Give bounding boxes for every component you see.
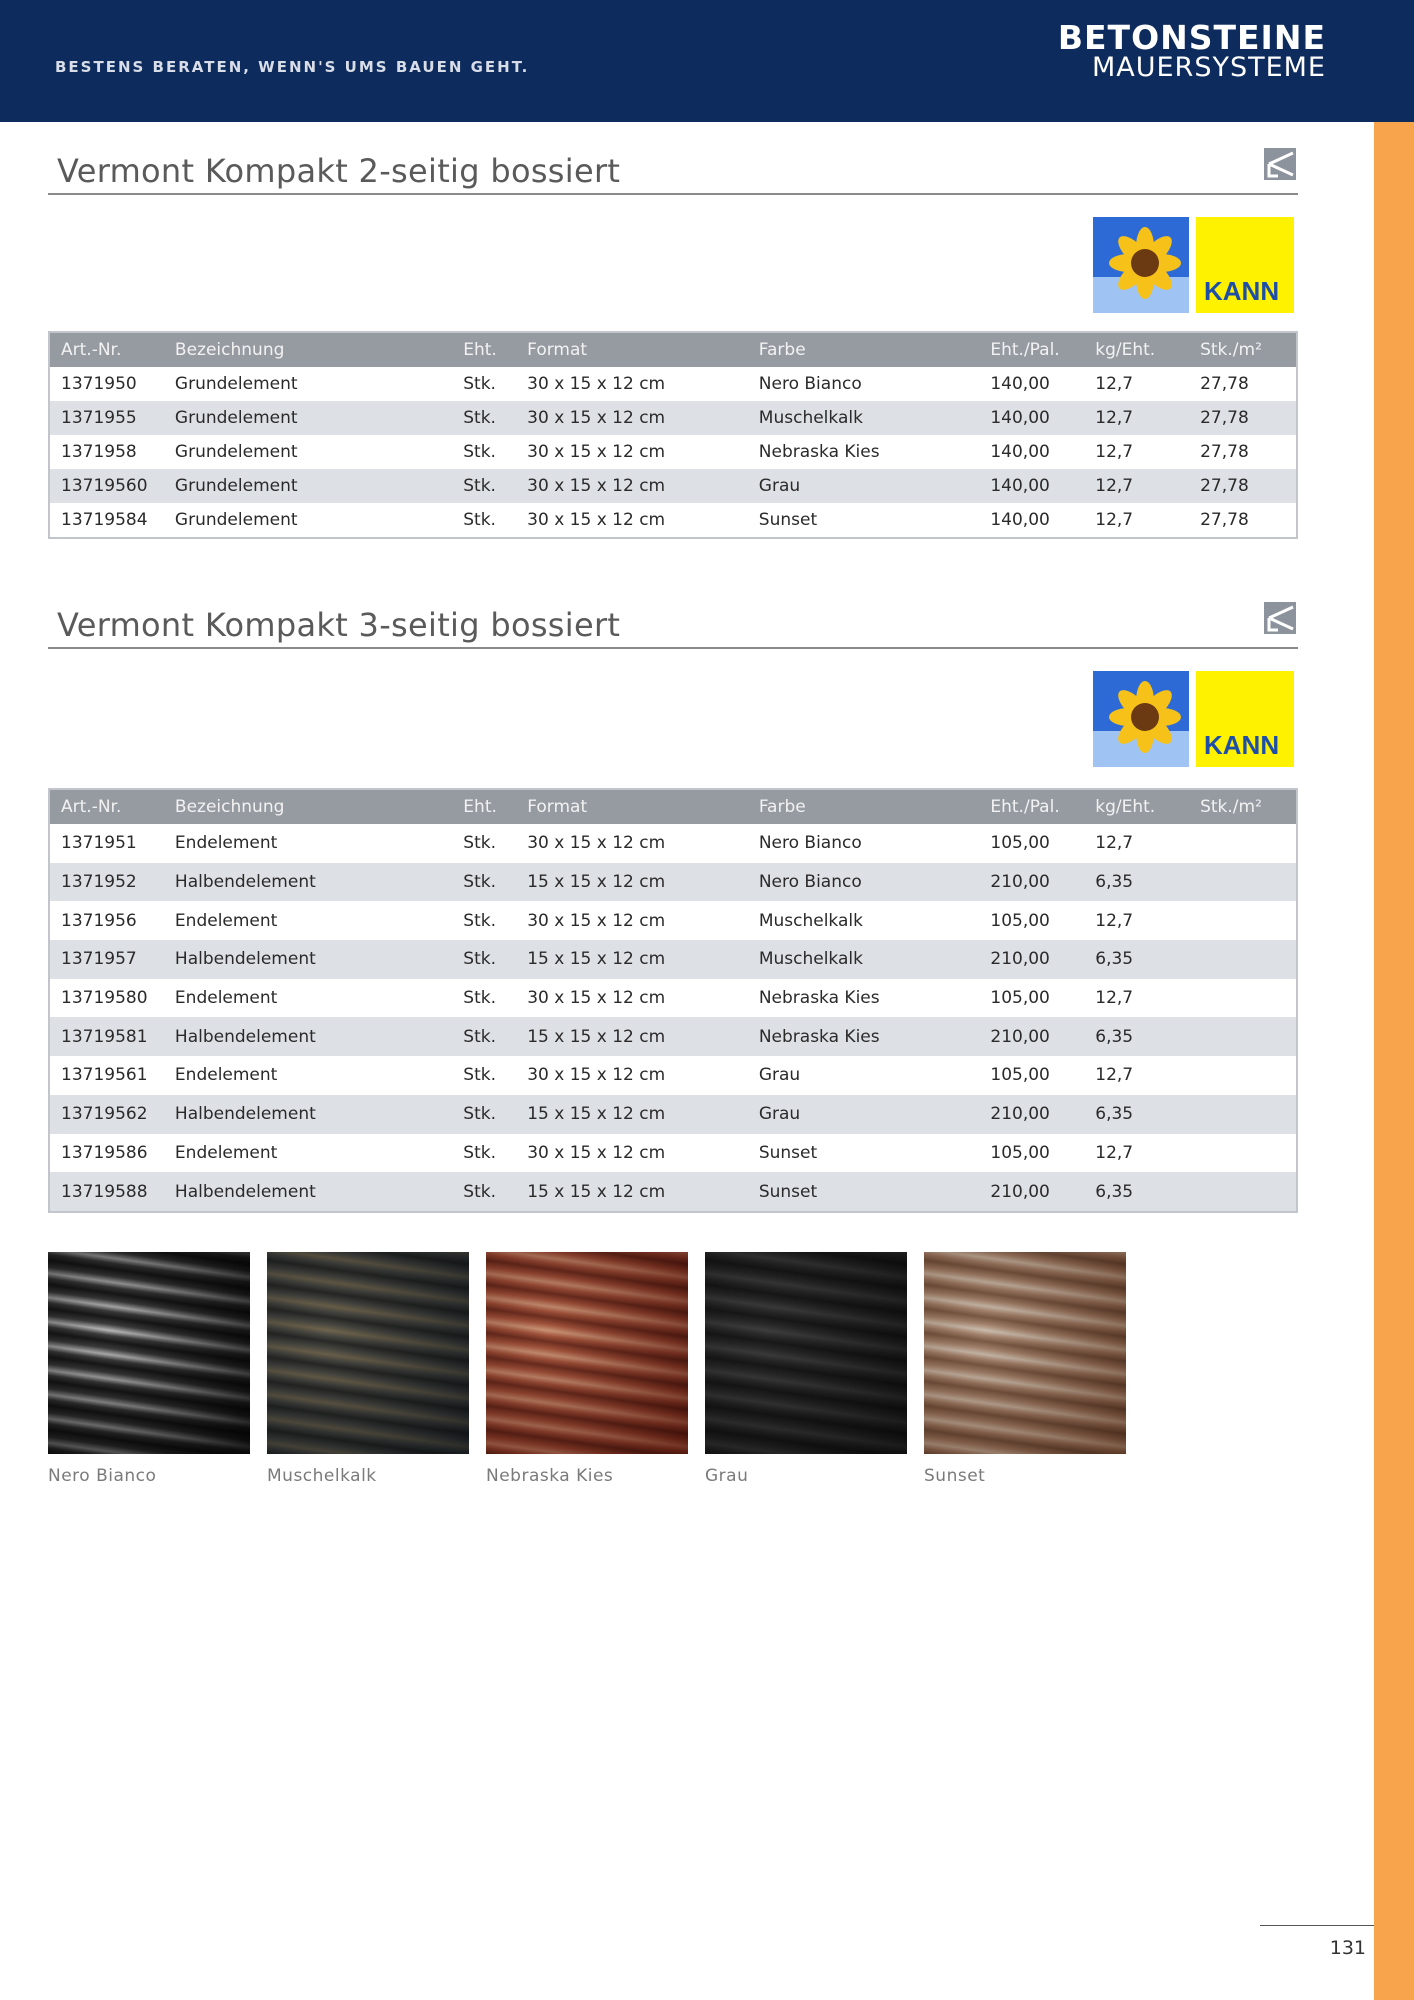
swatch-sunset: [924, 1252, 1126, 1486]
cell-art-nr: 13719562: [49, 1095, 164, 1134]
cell-format: 30 x 15 x 12 cm: [516, 1056, 748, 1095]
cell-eht: Stk.: [452, 863, 516, 902]
cell-art-nr: 1371958: [49, 435, 164, 469]
cell-stk-m2: 27,78: [1189, 469, 1297, 503]
cell-format: 30 x 15 x 12 cm: [516, 979, 748, 1018]
cell-stk-m2: [1189, 1134, 1297, 1173]
swatch-muschelkalk: [267, 1252, 469, 1486]
table-row: [49, 1017, 1297, 1056]
cell-kg-eht: 12,7: [1084, 1134, 1189, 1173]
cell-kg-eht: 12,7: [1084, 901, 1189, 940]
cell-stk-m2: [1189, 1095, 1297, 1134]
cell-stk-m2: 27,78: [1189, 435, 1297, 469]
cell-kg-eht: 12,7: [1084, 469, 1189, 503]
cell-stk-m2: [1189, 863, 1297, 902]
table-header-row: [49, 789, 1297, 824]
table-row: [49, 1056, 1297, 1095]
cell-farbe: Muschelkalk: [748, 401, 980, 435]
cell-format: 30 x 15 x 12 cm: [516, 503, 748, 538]
col-farbe: Farbe: [748, 332, 980, 367]
cell-farbe: Nero Bianco: [748, 863, 980, 902]
cell-format: 30 x 15 x 12 cm: [516, 435, 748, 469]
swatch-image: [267, 1252, 469, 1454]
cell-farbe: Nero Bianco: [748, 367, 980, 401]
cell-eht: Stk.: [452, 901, 516, 940]
cell-format: 30 x 15 x 12 cm: [516, 401, 748, 435]
swatch-image: [48, 1252, 250, 1454]
cell-bezeichnung: Grundelement: [164, 469, 452, 503]
cell-bezeichnung: Grundelement: [164, 435, 452, 469]
cell-art-nr: 1371956: [49, 901, 164, 940]
sunflower-logo-icon: [1093, 217, 1189, 313]
cell-art-nr: 1371952: [49, 863, 164, 902]
cell-eht: Stk.: [452, 1095, 516, 1134]
col-eht: Eht.: [452, 789, 516, 824]
section2-rule: [48, 647, 1298, 649]
cell-kg-eht: 12,7: [1084, 503, 1189, 538]
table-row: [49, 1134, 1297, 1173]
cell-stk-m2: [1189, 940, 1297, 979]
kann-logo: [1196, 671, 1294, 767]
cell-bezeichnung: Halbendelement: [164, 1172, 452, 1212]
cell-eht-pal: 210,00: [979, 1172, 1084, 1212]
col-stk-m2: Stk./m²: [1189, 332, 1297, 367]
cell-format: 15 x 15 x 12 cm: [516, 863, 748, 902]
cell-eht-pal: 105,00: [979, 824, 1084, 863]
cell-stk-m2: [1189, 824, 1297, 863]
cell-bezeichnung: Endelement: [164, 824, 452, 863]
swatch-nebraska-kies: [486, 1252, 688, 1486]
cell-format: 15 x 15 x 12 cm: [516, 1172, 748, 1212]
cell-bezeichnung: Grundelement: [164, 367, 452, 401]
cell-stk-m2: 27,78: [1189, 503, 1297, 538]
cell-eht: Stk.: [452, 435, 516, 469]
cell-stk-m2: [1189, 1017, 1297, 1056]
cell-eht-pal: 210,00: [979, 940, 1084, 979]
section1-title: Vermont Kompakt 2-seitig bossiert: [57, 152, 621, 190]
cell-farbe: Sunset: [748, 503, 980, 538]
cell-format: 30 x 15 x 12 cm: [516, 901, 748, 940]
swatch-label: Sunset: [924, 1466, 986, 1486]
col-kg-eht: kg/Eht.: [1084, 332, 1189, 367]
cell-format: 30 x 15 x 12 cm: [516, 1134, 748, 1173]
cell-bezeichnung: Grundelement: [164, 401, 452, 435]
cell-farbe: Nebraska Kies: [748, 979, 980, 1018]
section1-logos: [1093, 217, 1294, 315]
cell-bezeichnung: Endelement: [164, 1056, 452, 1095]
table-row: [49, 503, 1297, 538]
cell-eht: Stk.: [452, 979, 516, 1018]
cell-format: 15 x 15 x 12 cm: [516, 1095, 748, 1134]
section2-title: Vermont Kompakt 3-seitig bossiert: [57, 606, 621, 644]
table-row: [49, 401, 1297, 435]
side-accent-bar: [1374, 122, 1414, 2000]
swatch-image: [924, 1252, 1126, 1454]
sunflower-logo-icon: [1093, 671, 1189, 767]
cell-eht: Stk.: [452, 469, 516, 503]
table-row: [49, 901, 1297, 940]
cell-format: 30 x 15 x 12 cm: [516, 367, 748, 401]
cell-stk-m2: [1189, 1056, 1297, 1095]
cell-stk-m2: [1189, 901, 1297, 940]
cell-art-nr: 1371955: [49, 401, 164, 435]
color-swatches: [48, 1252, 1148, 1502]
cell-format: 30 x 15 x 12 cm: [516, 824, 748, 863]
cell-art-nr: 13719588: [49, 1172, 164, 1212]
cell-farbe: Grau: [748, 1095, 980, 1134]
table-header-row: [49, 332, 1297, 367]
cell-art-nr: 13719580: [49, 979, 164, 1018]
page-number: 131: [1329, 1937, 1366, 1959]
cell-kg-eht: 6,35: [1084, 940, 1189, 979]
cell-eht: Stk.: [452, 503, 516, 538]
footer-rule: [1260, 1925, 1374, 1926]
cell-format: 15 x 15 x 12 cm: [516, 1017, 748, 1056]
cell-eht: Stk.: [452, 1056, 516, 1095]
table-row: [49, 979, 1297, 1018]
swatch-label: Muschelkalk: [267, 1466, 377, 1486]
cell-art-nr: 1371950: [49, 367, 164, 401]
cell-eht-pal: 140,00: [979, 435, 1084, 469]
cell-art-nr: 13719561: [49, 1056, 164, 1095]
cell-eht-pal: 210,00: [979, 1017, 1084, 1056]
kann-logo-text: KANN: [1204, 276, 1280, 306]
cell-kg-eht: 12,7: [1084, 979, 1189, 1018]
cell-art-nr: 13719584: [49, 503, 164, 538]
cell-bezeichnung: Halbendelement: [164, 1017, 452, 1056]
table-row: [49, 367, 1297, 401]
cell-eht-pal: 210,00: [979, 1095, 1084, 1134]
swatch-label: Grau: [705, 1466, 749, 1486]
cell-eht-pal: 105,00: [979, 1056, 1084, 1095]
cell-kg-eht: 12,7: [1084, 1056, 1189, 1095]
cell-stk-m2: 27,78: [1189, 401, 1297, 435]
subcategory-title: MAUERSYSTEME: [1091, 52, 1326, 83]
table-2-seitig: [48, 331, 1298, 539]
cell-stk-m2: [1189, 1172, 1297, 1212]
cell-farbe: Nebraska Kies: [748, 1017, 980, 1056]
cell-eht-pal: 140,00: [979, 503, 1084, 538]
cell-eht: Stk.: [452, 401, 516, 435]
cell-farbe: Grau: [748, 469, 980, 503]
cell-farbe: Sunset: [748, 1172, 980, 1212]
table-3-seitig: [48, 788, 1298, 1213]
cell-farbe: Nebraska Kies: [748, 435, 980, 469]
col-eht-pal: Eht./Pal.: [979, 332, 1084, 367]
cell-bezeichnung: Halbendelement: [164, 1095, 452, 1134]
cell-format: 30 x 15 x 12 cm: [516, 469, 748, 503]
cell-kg-eht: 6,35: [1084, 1017, 1189, 1056]
col-farbe: Farbe: [748, 789, 980, 824]
cell-bezeichnung: Endelement: [164, 1134, 452, 1173]
cell-kg-eht: 6,35: [1084, 1095, 1189, 1134]
swatch-label: Nebraska Kies: [486, 1466, 614, 1486]
cell-farbe: Sunset: [748, 1134, 980, 1173]
cell-eht: Stk.: [452, 824, 516, 863]
swatch-grau: [705, 1252, 907, 1486]
cell-eht-pal: 105,00: [979, 1134, 1084, 1173]
cell-bezeichnung: Halbendelement: [164, 863, 452, 902]
table-row: [49, 940, 1297, 979]
cell-art-nr: 13719581: [49, 1017, 164, 1056]
table-row: [49, 1095, 1297, 1134]
cell-stk-m2: 27,78: [1189, 367, 1297, 401]
cell-bezeichnung: Halbendelement: [164, 940, 452, 979]
table-row: [49, 469, 1297, 503]
cell-art-nr: 1371957: [49, 940, 164, 979]
cell-bezeichnung: Grundelement: [164, 503, 452, 538]
col-format: Format: [516, 789, 748, 824]
cell-eht: Stk.: [452, 940, 516, 979]
section2-logos: [1093, 671, 1294, 769]
cell-farbe: Muschelkalk: [748, 901, 980, 940]
swatch-image: [486, 1252, 688, 1454]
cell-eht: Stk.: [452, 1017, 516, 1056]
kann-logo-text: KANN: [1204, 730, 1280, 760]
masonry-symbol-icon: [1264, 602, 1296, 634]
kann-logo: [1196, 217, 1294, 313]
cell-eht: Stk.: [452, 367, 516, 401]
col-bezeichnung: Bezeichnung: [164, 789, 452, 824]
section1-rule: [48, 193, 1298, 195]
header-banner: [0, 0, 1414, 122]
cell-farbe: Grau: [748, 1056, 980, 1095]
cell-kg-eht: 12,7: [1084, 435, 1189, 469]
table-row: [49, 824, 1297, 863]
cell-eht: Stk.: [452, 1172, 516, 1212]
cell-kg-eht: 12,7: [1084, 401, 1189, 435]
cell-kg-eht: 6,35: [1084, 1172, 1189, 1212]
col-format: Format: [516, 332, 748, 367]
col-bezeichnung: Bezeichnung: [164, 332, 452, 367]
table-row: [49, 1172, 1297, 1212]
col-eht: Eht.: [452, 332, 516, 367]
cell-art-nr: 13719560: [49, 469, 164, 503]
cell-eht: Stk.: [452, 1134, 516, 1173]
cell-eht-pal: 105,00: [979, 979, 1084, 1018]
cell-kg-eht: 6,35: [1084, 863, 1189, 902]
swatch-nero-bianco: [48, 1252, 250, 1486]
cell-format: 15 x 15 x 12 cm: [516, 940, 748, 979]
cell-eht-pal: 210,00: [979, 863, 1084, 902]
cell-bezeichnung: Endelement: [164, 901, 452, 940]
col-art-nr: Art.-Nr.: [49, 332, 164, 367]
cell-art-nr: 13719586: [49, 1134, 164, 1173]
cell-eht-pal: 140,00: [979, 469, 1084, 503]
cell-eht-pal: 140,00: [979, 367, 1084, 401]
col-eht-pal: Eht./Pal.: [979, 789, 1084, 824]
cell-farbe: Nero Bianco: [748, 824, 980, 863]
cell-kg-eht: 12,7: [1084, 367, 1189, 401]
cell-kg-eht: 12,7: [1084, 824, 1189, 863]
slogan: BESTENS BERATEN, WENN'S UMS BAUEN GEHT.: [55, 58, 530, 76]
col-stk-m2: Stk./m²: [1189, 789, 1297, 824]
table-row: [49, 435, 1297, 469]
cell-stk-m2: [1189, 979, 1297, 1018]
masonry-symbol-icon: [1264, 148, 1296, 180]
table-row: [49, 863, 1297, 902]
cell-farbe: Muschelkalk: [748, 940, 980, 979]
swatch-image: [705, 1252, 907, 1454]
col-art-nr: Art.-Nr.: [49, 789, 164, 824]
cell-bezeichnung: Endelement: [164, 979, 452, 1018]
cell-art-nr: 1371951: [49, 824, 164, 863]
col-kg-eht: kg/Eht.: [1084, 789, 1189, 824]
cell-eht-pal: 140,00: [979, 401, 1084, 435]
cell-eht-pal: 105,00: [979, 901, 1084, 940]
category-title: BETONSTEINE: [1057, 18, 1326, 57]
swatch-label: Nero Bianco: [48, 1466, 157, 1486]
